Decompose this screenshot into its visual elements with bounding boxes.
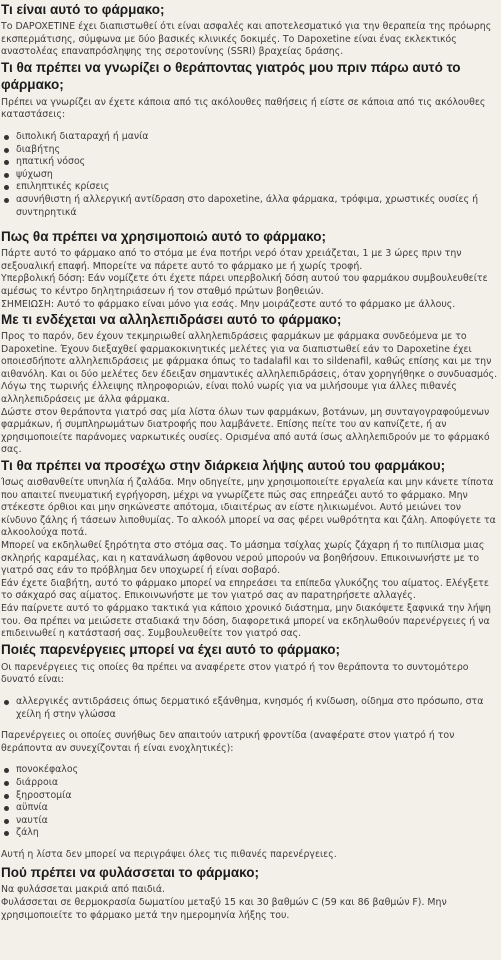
- storage-children-text: Να φυλάσσεται μακριά από παιδιά.: [1, 884, 165, 896]
- list-item: επιληπτικές κρίσεις: [16, 181, 498, 194]
- list-item: ζάλη: [16, 827, 498, 840]
- bullet-icon: [4, 831, 9, 836]
- section-title-how-to-use: Πως θα πρέπει να χρησιμοποιώ αυτό το φάρμακο;: [1, 229, 326, 245]
- bullet-icon: [4, 768, 9, 773]
- list-item: διπολική διαταραχή ή μανία: [16, 131, 498, 144]
- section-title-what-is: Τι είναι αυτό το φάρμακο;: [1, 2, 165, 17]
- bullet-icon: [4, 160, 9, 165]
- list-item: αλλεργικές αντιδράσεις όπως δερματικό εξάνθημα, κνησμός ή κνίδωση, οίδημα στο πρόσωπο, στα χείλη ή στην γλώσσα: [16, 696, 498, 721]
- bullet-icon: [4, 700, 9, 705]
- precautions-dizziness-text: Ίσως αισθανθείτε υπνηλία ή ζαλάδα. Μην οδηγείτε, μην χρησιμοποιείτε εργαλεία και μην κάνετε τίποτα που απαιτεί πνευματική εγρήγορση, μέχρι να γνωρίζετε πώς σας επηρεάζει αυτό το φάρμακο. Μην στέκεστε όρθιοι και μην σηκώνεστε απότομα, ιδιαιτέρως αν είστε ηλικιωμένοι. Αυτό μειώνει τον κίνδυνο ζάλης ή τάσεων λιποθυμίας. Το αλκοόλ μπορεί να σας φέρει νωθρότητα και ζάλη. Αποφύγετε τα αλκοολούχα ποτά.: [1, 477, 496, 539]
- list-item: ασυνήθιστη ή αλλεργική αντίδραση στο dapoxetine, άλλα φάρμακα, τρόφιμα, χρωστικές ουσίες ή συντηρητικά: [16, 194, 498, 219]
- precautions-diabetes-text: Εάν έχετε διαβήτη, αυτό το φάρμακο μπορεί να επηρεάσει τα επίπεδα γλυκόζης του αίματος. Ελέγξετε το σάκχαρό σας αίματος. Επικοινωνήστε με τον γιατρό σας αν παρατηρήσετε αλλαγές.: [1, 577, 489, 602]
- bullet-icon: [4, 794, 9, 799]
- before-taking-intro: Πρέπει να γνωρίζει αν έχετε κάποια από τις ακόλουθες παθήσεις ή είστε σε κάποια από τις ακόλουθες καταστάσεις:: [1, 96, 486, 121]
- section-title-before-taking: Τι θα πρέπει να γνωρίζει ο θεράποντας γιατρός μου πριν πάρω αυτό το φάρμακο;: [1, 59, 461, 92]
- list-item: ξηροστομία: [16, 790, 498, 803]
- interactions-advice-text: Δώστε στον θεράποντα γιατρό σας μία λίστα όλων των φαρμάκων, βοτάνων, μη συνταγογραφούμενων φαρμάκων, ή συμπληρωμάτων διατροφής που λαμβάνετε. Επίσης πείτε του αν καπνίζετε, ή αν χρησιμοποιείτε παράνομες ναρκωτικές ουσίες. Ορισμένα από αυτά ίσως αλληλεπιδρούν με το φάρμακό σας.: [1, 406, 490, 456]
- bullet-icon: [4, 135, 9, 140]
- bullet-icon: [4, 173, 9, 178]
- bullet-icon: [4, 819, 9, 824]
- bullet-icon: [4, 148, 9, 153]
- list-item: διαβήτης: [16, 144, 498, 157]
- list-item: ψύχωση: [16, 169, 498, 182]
- side-effects-outro: Αυτή η λίστα δεν μπορεί να περιγράψει όλες τις πιθανές παρενέργειες.: [1, 848, 337, 860]
- storage-temperature-text: Φυλάσσεται σε θερμοκρασία δωματίου μεταξύ 15 και 30 βαθμών C (59 και 86 βαθμών F). Μην χρησιμοποιείτε το φάρμακο μετά την ημερομηνία λήξης του.: [1, 897, 447, 921]
- conditions-list: [1, 131, 498, 219]
- side-effects-intro-minor: Παρενέργειες οι οποίες συνήθως δεν απαιτούν ιατρική φροντίδα (αναφέρατε στον γιατρό ή τον θεράποντα αν συνεχίζονται ή είναι ενοχλητικές):: [1, 730, 455, 754]
- list-item: διάρροια: [16, 777, 498, 790]
- list-item: πονοκέφαλος: [16, 764, 498, 777]
- overdose-text: Υπερβολική δόση: Εάν νομίζετε ότι έχετε πάρει υπερβολική δόση αυτού του φαρμάκου συμβουλευθείτε αμέσως το κέντρο δηλητηριάσεων ή τον σταθμό πρώτων βοηθειών.: [1, 273, 488, 297]
- list-item: ναυτία: [16, 815, 498, 828]
- precautions-dry-mouth-text: Μπορεί να εκδηλωθεί ξηρότητα στο στόμα σας. Το μάσημα τσίχλας χωρίς ζάχαρη ή το πιπίλισμα μιας σκληρής καραμέλας, και η κατανάλωση άφθονου νερού μπορούν να βοηθήσουν. Επικοινωνήστε με το γιατρό σας εάν το πρόβλημα δεν υποχωρεί ή είναι σοβαρό.: [1, 540, 485, 577]
- note-text: ΣΗΜΕΙΩΣΗ: Αυτό το φάρμακο είναι μόνο για εσάς. Μην μοιράζεστε αυτό το φάρμακο με άλλους.: [1, 298, 456, 310]
- bullet-icon: [4, 198, 9, 203]
- section-title-storage: Πού πρέπει να φυλάσσεται το φάρμακο;: [1, 865, 260, 881]
- how-to-use-text: Πάρτε αυτό το φάρμακο από το στόμα με ένα ποτήρι νερό όταν χρειάζεται, 1 με 3 ώρες πριν την σεξουαλική επαφή. Μπορείτε να πάρετε αυτό το φάρμακο με ή χωρίς τροφή.: [1, 248, 462, 272]
- interactions-text: Προς το παρόν, δεν έχουν τεκμηριωθεί αλληλεπιδράσεις φαρμάκων με φάρμακα συνδεόμενα με το Dapoxetine. Έχουν διεξαχθεί φαρμακοκινητικές μελέτες για να διαπιστωθεί εάν το Dapoxetine έχει οποιεσδήποτε αλληλεπιδράσεις με φάρμακα όπως το tadalafil και το sildenafil, καθώς επίσης και με την αιθανόλη. Και οι δύο μελέτες δεν έδειξαν σημαντικές αλληλεπιδράσεις, όταν χορηγήθηκε ο συνδυασμός. Λόγω της τωρινής έλλειψης πληροφοριών, είναι πολύ νωρίς για να μιλήσουμε για άλλες πιθανές αλληλεπιδράσεις με άλλα φάρμακα.: [1, 331, 498, 406]
- list-item: αϋπνία: [16, 802, 498, 815]
- bullet-icon: [4, 185, 9, 190]
- side-effects-intro-urgent: Οι παρενέργειες τις οποίες θα πρέπει να αναφέρετε στον γιατρό ή τον θεράποντα το συντομότερο δυνατό είναι:: [1, 661, 469, 686]
- section-title-interactions: Με τι ενδέχεται να αλληλεπιδράσει αυτό το φάρμακο;: [1, 312, 342, 328]
- section-title-precautions: Τι θα πρέπει να προσέχω στην διάρκεια λήψης αυτού του φαρμάκου;: [1, 458, 446, 474]
- bullet-icon: [4, 781, 9, 786]
- list-item: ηπατική νόσος: [16, 156, 498, 169]
- bullet-icon: [4, 806, 9, 811]
- what-is-text: Το DAPOXETINE έχει διαπιστωθεί ότι είναι ασφαλές και αποτελεσματικό για την θεραπεία της πρόωρης εκσπερμάτισης, σύμφωνα με δύο βασικές κλινικές δοκιμές. Το Dapoxetine είναι ένας εκλεκτικός αναστολέας επαναπρόσληψης της σεροτονίνης (SSRI) βραχείας δράσης.: [1, 21, 492, 58]
- urgent-side-effects-list: [1, 696, 498, 721]
- minor-side-effects-list: [1, 764, 498, 840]
- precautions-stopping-text: Εάν παίρνετε αυτό το φάρμακο τακτικά για κάποιο χρονικό διάστημα, μην διακόψετε ξαφνικά την λήψη του. Θα πρέπει να μειώσετε σταδιακά την δόση, διαφορετικά μπορεί να εκδηλωθούν παρενέργειες ή να επιδεινωθεί η κατάστασή σας. Συμβουλευθείτε τον γιατρό σας.: [1, 602, 491, 640]
- section-title-side-effects: Ποιές παρενέργειες μπορεί να έχει αυτό το φάρμακο;: [1, 641, 340, 657]
